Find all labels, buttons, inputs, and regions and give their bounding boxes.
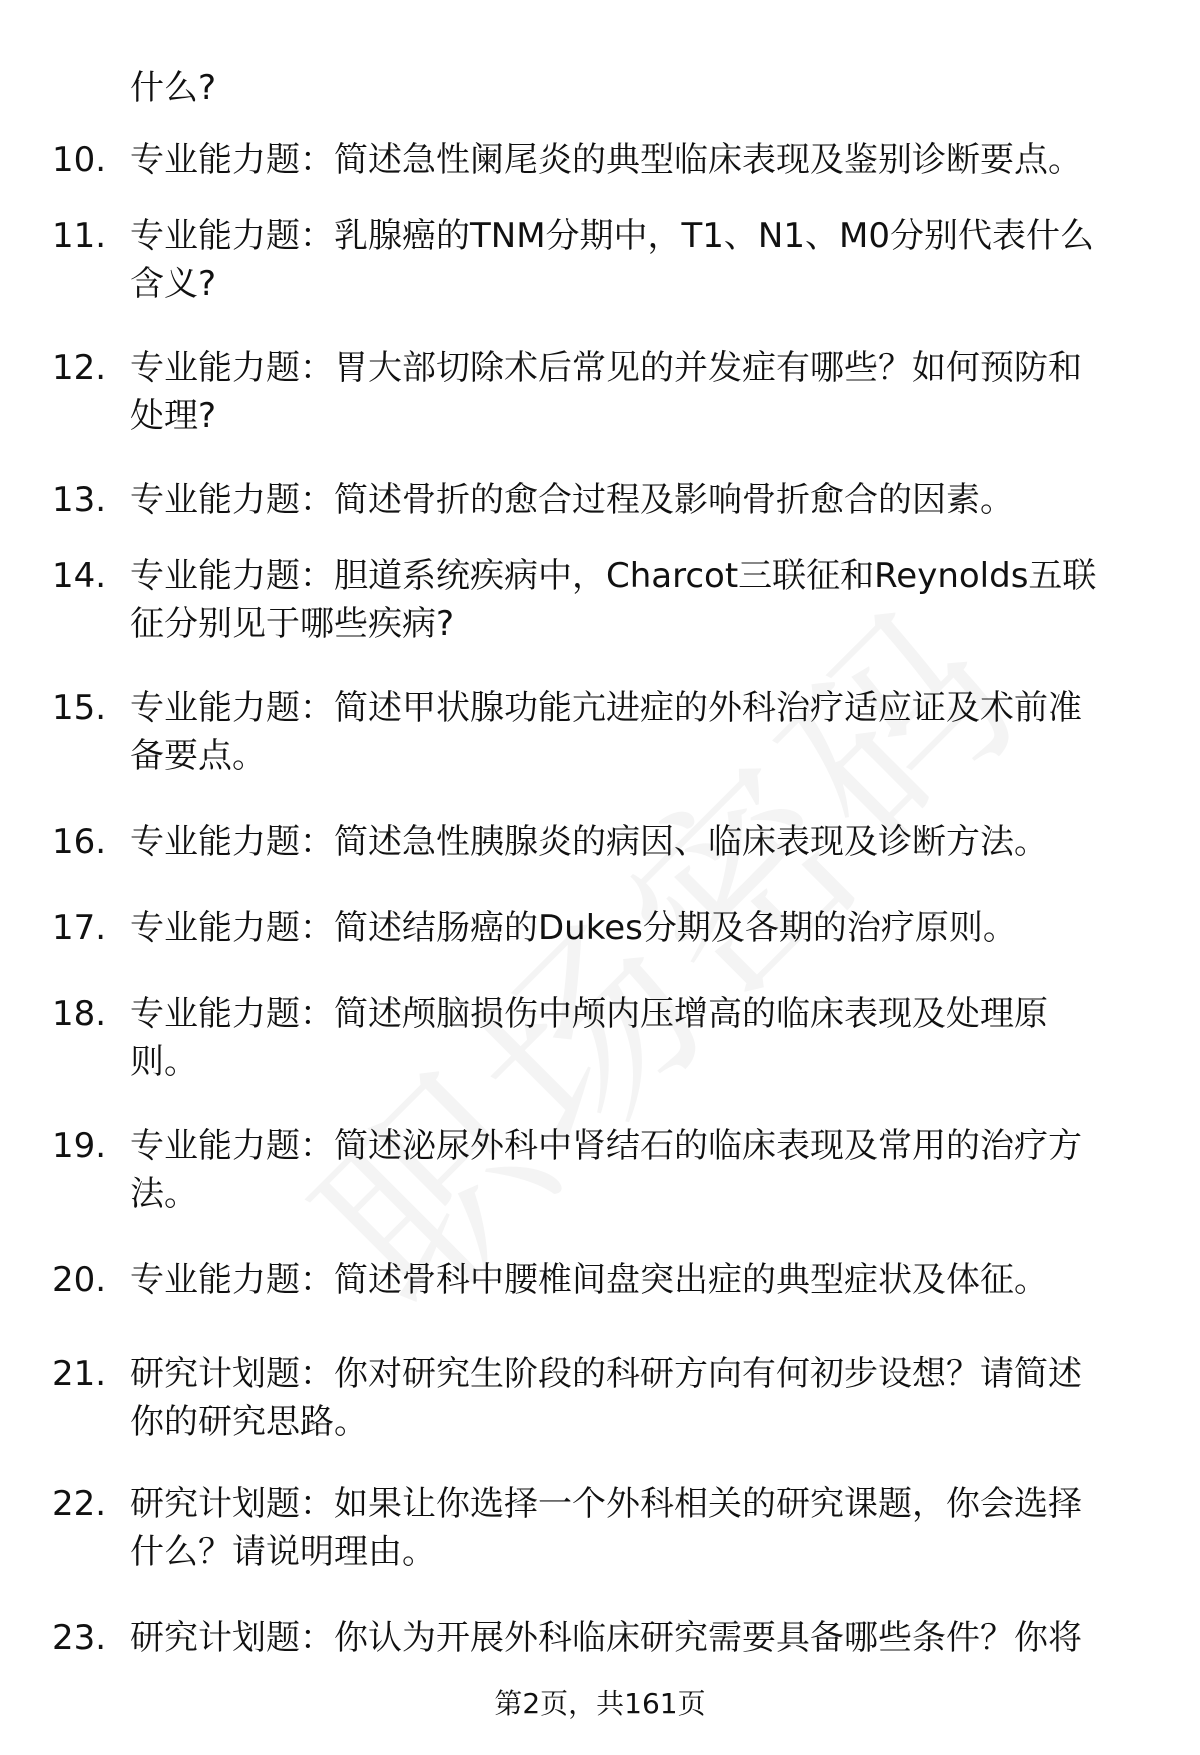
question-text — [130, 552, 1155, 648]
question-line: 含义? — [130, 264, 217, 304]
question-text — [130, 1480, 1155, 1576]
question-number: 14. — [52, 556, 107, 596]
question-text — [130, 1614, 1155, 1662]
question-text — [130, 1122, 1155, 1218]
question-line: 征分别见于哪些疾病? — [130, 604, 455, 644]
question-line: 则。 — [130, 1042, 198, 1082]
question-number: 23. — [52, 1618, 107, 1658]
question-line: 备要点。 — [130, 736, 266, 776]
question-number: 18. — [52, 994, 107, 1034]
question-line: 专业能力题：简述甲状腺功能亢进症的外科治疗适应证及术前准 — [130, 688, 1082, 728]
question-text — [130, 990, 1155, 1086]
question-line: 研究计划题：你对研究生阶段的科研方向有何初步设想？请简述 — [130, 1354, 1082, 1394]
question-text — [130, 818, 1155, 866]
question-number: 20. — [52, 1260, 107, 1300]
question-text — [130, 476, 1155, 524]
question-line: 专业能力题：胆道系统疾病中，Charcot三联征和Reynolds五联 — [130, 556, 1097, 596]
question-line: 法。 — [130, 1174, 198, 1214]
question-line: 专业能力题：简述结肠癌的Dukes分期及各期的治疗原则。 — [130, 908, 1017, 948]
question-number: 22. — [52, 1484, 107, 1524]
question-line: 专业能力题：简述骨折的愈合过程及影响骨折愈合的因素。 — [130, 480, 1014, 520]
question-number: 11. — [52, 216, 107, 256]
continuation-text: 什么? — [130, 68, 217, 108]
question-text — [130, 1350, 1155, 1446]
question-line: 研究计划题：你认为开展外科临床研究需要具备哪些条件？你将 — [130, 1618, 1082, 1658]
question-line: 专业能力题：简述急性阑尾炎的典型临床表现及鉴别诊断要点。 — [130, 140, 1082, 180]
question-line: 专业能力题：简述急性胰腺炎的病因、临床表现及诊断方法。 — [130, 822, 1048, 862]
question-number: 10. — [52, 140, 107, 180]
question-line: 专业能力题：胃大部切除术后常见的并发症有哪些？如何预防和 — [130, 348, 1082, 388]
question-line: 专业能力题：简述泌尿外科中肾结石的临床表现及常用的治疗方 — [130, 1126, 1082, 1166]
question-line: 什么？请说明理由。 — [130, 1532, 436, 1572]
question-text — [130, 1256, 1155, 1304]
question-text — [130, 212, 1155, 308]
question-number: 21. — [52, 1354, 107, 1394]
question-line: 专业能力题：简述骨科中腰椎间盘突出症的典型症状及体征。 — [130, 1260, 1048, 1300]
question-number: 19. — [52, 1126, 107, 1166]
question-number: 12. — [52, 348, 107, 388]
question-line: 专业能力题：乳腺癌的TNM分期中，T1、N1、M0分别代表什么 — [130, 216, 1094, 256]
question-number: 15. — [52, 688, 107, 728]
question-line: 专业能力题：简述颅脑损伤中颅内压增高的临床表现及处理原 — [130, 994, 1048, 1034]
question-line: 你的研究思路。 — [130, 1402, 368, 1442]
question-line: 研究计划题：如果让你选择一个外科相关的研究课题，你会选择 — [130, 1484, 1082, 1524]
question-text — [130, 904, 1155, 952]
question-number: 16. — [52, 822, 107, 862]
question-number: 17. — [52, 908, 107, 948]
question-number: 13. — [52, 480, 107, 520]
question-text — [130, 344, 1155, 440]
question-text — [130, 136, 1155, 184]
question-text — [130, 684, 1155, 780]
page-footer: 第2页，共161页 — [494, 1687, 706, 1720]
question-line: 处理? — [130, 396, 217, 436]
